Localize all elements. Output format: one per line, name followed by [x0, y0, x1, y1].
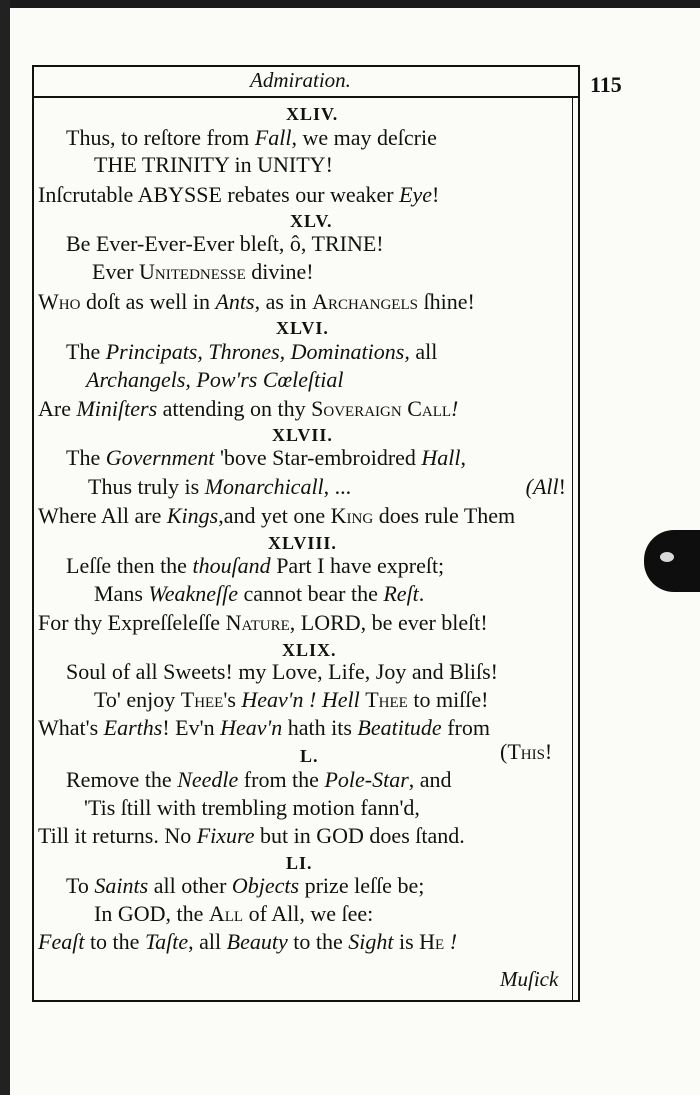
verse-line: 'Tis ſtill with trembling motion fann'd, — [84, 795, 420, 820]
stanza-number-xlvii: XLVII. — [272, 425, 333, 445]
verse-line: THE TRINITY in UNITY! — [94, 152, 333, 177]
verse-line: Thus, to reſtore from Fall, we may deſcrie — [66, 125, 437, 150]
verse-line: For thy Expreſſeleſſe Nature, LORD, be ever bleſt! — [38, 610, 488, 635]
verse-line: The Government 'bove Star-embroidred Hall, — [66, 445, 467, 470]
verse-line: To Saints all other Objects prize leſſe be; — [66, 873, 425, 898]
verse-line: Are Miniſters attending on thy Soveraign Call! — [38, 396, 459, 421]
verse-line: Remove the Needle from the Pole-Star, and — [66, 767, 452, 792]
verse-line: Soul of all Sweets! my Love, Life, Joy and Bliſs! — [66, 659, 498, 684]
stanza-number-xlvi: XLVI. — [276, 318, 329, 338]
frame-right-rule — [578, 65, 580, 1002]
verse-line: Archangels, Pow'rs Cœleſtial — [86, 367, 344, 392]
stanza-number-xlv: XLV. — [290, 211, 333, 231]
verse-line: Who doſt as well in Ants, as in Archangels ſhine! — [38, 289, 475, 314]
verse-line: What's Earths! Ev'n Heav'n hath its Beatitude from — [38, 715, 490, 740]
verse-line: Ever Unitednesse divine! — [92, 259, 314, 284]
catchword: Muſick — [500, 967, 559, 991]
stanza-number-l: L. — [300, 746, 319, 766]
tab-highlight — [660, 552, 674, 562]
stanza-number-xlix: XLIX. — [282, 640, 337, 660]
verse-line: Inſcrutable ABYSSE rebates our weaker Eye! — [38, 182, 440, 207]
verse-line: To' enjoy Thee's Heav'n ! Hell Thee to miſſe! — [94, 687, 489, 712]
header-rule — [32, 96, 580, 98]
page-tab-marker — [644, 530, 700, 592]
verse-line: Till it returns. No Fixure but in GOD does ſtand. — [38, 823, 465, 848]
running-head: Admiration. — [250, 68, 351, 92]
stanza-number-xlviii: XLVIII. — [268, 533, 337, 553]
verse-line: Feaſt to the Taſte, all Beauty to the Sight is He ! — [38, 929, 458, 954]
frame-left-rule — [32, 65, 34, 1002]
stanza-number-xliv: XLIV. — [286, 104, 339, 124]
verse-line: Mans Weakneſſe cannot bear the Reſt. — [94, 581, 425, 606]
page-number: 115 — [590, 72, 622, 97]
verse-line: Where All are Kings,and yet one King does rule Them — [38, 503, 516, 528]
verse-line: Be Ever-Ever-Ever bleſt, ô, TRINE! — [66, 231, 384, 256]
page-edge-shadow — [0, 0, 10, 1095]
frame-inner-right-rule — [572, 96, 573, 1000]
runover-word: (This! — [500, 739, 553, 764]
verse-line: Thus truly is Monarchicall, ... (All! — [88, 474, 566, 499]
verse-line: The Principats, Thrones, Dominations, all — [66, 339, 438, 364]
verse-line: In GOD, the All of All, we ſee: — [94, 901, 374, 926]
stanza-number-li: LI. — [286, 853, 313, 873]
frame-top-rule — [32, 65, 580, 67]
frame-bottom-rule — [32, 1000, 580, 1002]
verse-line: Leſſe then the thouſand Part I have expreſt; — [66, 553, 445, 578]
